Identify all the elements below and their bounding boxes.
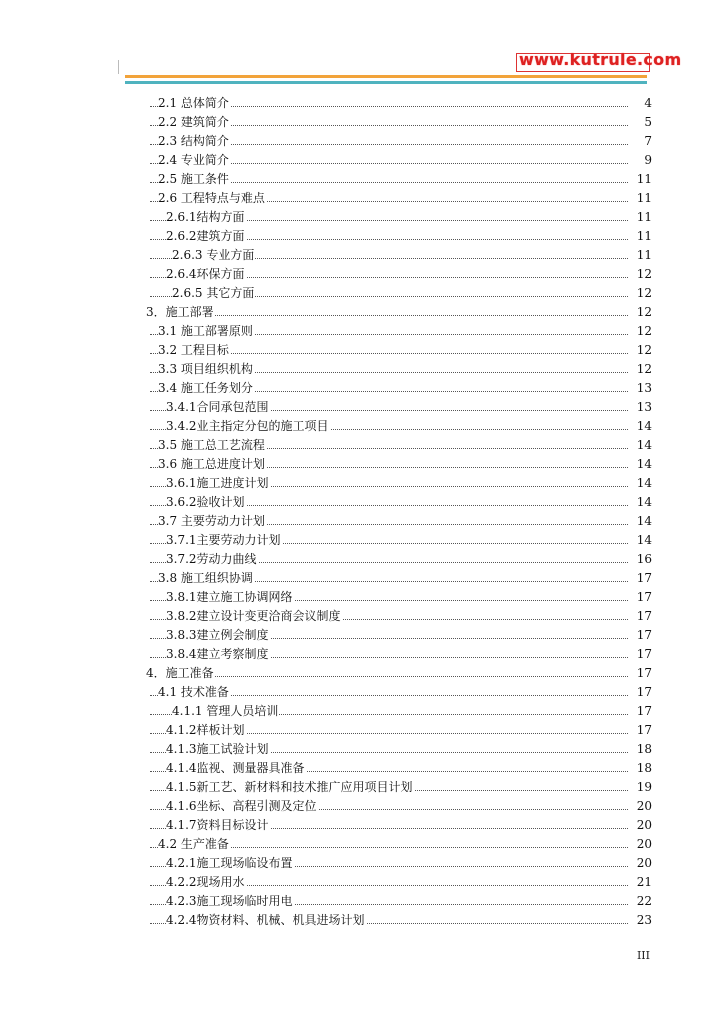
- toc-entry-title: 4.1.2样板计划: [166, 721, 246, 740]
- toc-entry-title: 4.1.4监视、测量器具准备: [166, 759, 306, 778]
- header-rule-teal: [125, 81, 647, 84]
- toc-entry[interactable]: [0, 797, 724, 816]
- toc-entry-title: 4.1.3施工试验计划: [166, 740, 270, 759]
- toc-entry-title: 2.6.3 专业方面: [172, 246, 255, 265]
- toc-entry-page: 5: [644, 115, 652, 129]
- toc-entry-page: 11: [636, 210, 652, 224]
- toc-entry[interactable]: [0, 892, 724, 911]
- toc-entry-page: 22: [636, 894, 652, 908]
- logo-text: www.kutrule.com: [519, 50, 682, 69]
- header-rule-orange: [125, 75, 647, 78]
- website-logo-badge: [516, 50, 682, 72]
- toc-entry-title: 3.6.1施工进度计划: [166, 474, 270, 493]
- toc-entry-page: 14: [636, 495, 652, 509]
- toc-entry-title: 4.2.3施工现场临时用电: [166, 892, 294, 911]
- toc-entry-title: 2.6.1结构方面: [166, 208, 246, 227]
- toc-leader-dots: [150, 315, 628, 316]
- toc-entry-page: 17: [636, 571, 652, 585]
- toc-entry-page: 13: [636, 381, 652, 395]
- toc-entry-page: 12: [636, 267, 652, 281]
- toc-entry-title: 3.8.2建立设计变更洽商会议制度: [166, 607, 342, 626]
- toc-entry-page: 11: [636, 248, 652, 262]
- toc-entry-page: 12: [636, 343, 652, 357]
- toc-entry[interactable]: [0, 816, 724, 835]
- toc-entry-page: 14: [636, 533, 652, 547]
- toc-entry-title: 4．施工准备: [146, 664, 215, 683]
- toc-entry-page: 12: [636, 362, 652, 376]
- toc-entry[interactable]: [0, 474, 724, 493]
- toc-entry-page: 17: [636, 685, 652, 699]
- toc-entry-page: 16: [636, 552, 652, 566]
- toc-entry[interactable]: [0, 189, 724, 208]
- toc-entry[interactable]: [0, 721, 724, 740]
- toc-entry[interactable]: [0, 512, 724, 531]
- toc-entry[interactable]: [0, 740, 724, 759]
- toc-entry[interactable]: [0, 759, 724, 778]
- toc-entry-page: 18: [636, 761, 652, 775]
- toc-entry-title: 3.8.3建立例会制度: [166, 626, 270, 645]
- toc-entry[interactable]: [0, 911, 724, 930]
- toc-entry[interactable]: [0, 607, 724, 626]
- toc-entry-page: 17: [636, 704, 652, 718]
- toc-entry-title: 2.6.4环保方面: [166, 265, 246, 284]
- toc-entry-title: 3.2 工程目标: [158, 341, 230, 360]
- toc-entry-page: 21: [636, 875, 652, 889]
- toc-entry-page: 20: [636, 837, 652, 851]
- toc-entry-title: 4.1 技术准备: [158, 683, 230, 702]
- toc-entry-title: 3.1 施工部署原则: [158, 322, 254, 341]
- toc-entry[interactable]: [0, 702, 724, 721]
- toc-entry-title: 4.2.1施工现场临设布置: [166, 854, 294, 873]
- toc-entry[interactable]: [0, 360, 724, 379]
- toc-entry-title: 4.1.5新工艺、新材料和技术推广应用项目计划: [166, 778, 414, 797]
- toc-entry[interactable]: [0, 626, 724, 645]
- toc-entry-page: 17: [636, 609, 652, 623]
- toc-entry-page: 14: [636, 419, 652, 433]
- toc-entry[interactable]: [0, 588, 724, 607]
- toc-entry-page: 4: [644, 96, 652, 110]
- toc-entry[interactable]: [0, 455, 724, 474]
- toc-entry-page: 9: [644, 153, 652, 167]
- toc-entry-page: 20: [636, 818, 652, 832]
- toc-entry[interactable]: [0, 436, 724, 455]
- toc-entry-title: 3.8 施工组织协调: [158, 569, 254, 588]
- toc-entry-title: 2.4 专业简介: [158, 151, 230, 170]
- toc-entry[interactable]: [0, 417, 724, 436]
- toc-entry-title: 2.6 工程特点与难点: [158, 189, 266, 208]
- toc-entry-title: 3.6 施工总进度计划: [158, 455, 266, 474]
- toc-entry-page: 19: [636, 780, 652, 794]
- table-of-contents: [0, 94, 724, 930]
- toc-entry[interactable]: [0, 854, 724, 873]
- toc-entry[interactable]: [0, 645, 724, 664]
- toc-entry[interactable]: [0, 531, 724, 550]
- toc-entry-page: 14: [636, 438, 652, 452]
- toc-entry-title: 3.4.2业主指定分包的施工项目: [166, 417, 330, 436]
- toc-entry-page: 11: [636, 172, 652, 186]
- toc-entry-page: 17: [636, 723, 652, 737]
- toc-entry[interactable]: [0, 683, 724, 702]
- toc-entry-page: 17: [636, 628, 652, 642]
- toc-entry[interactable]: [0, 493, 724, 512]
- toc-entry-page: 12: [636, 324, 652, 338]
- toc-entry-page: 20: [636, 856, 652, 870]
- toc-entry-page: 12: [636, 305, 652, 319]
- toc-entry-page: 20: [636, 799, 652, 813]
- toc-entry[interactable]: [0, 265, 724, 284]
- toc-entry-title: 3.4 施工任务划分: [158, 379, 254, 398]
- toc-entry[interactable]: [0, 208, 724, 227]
- toc-entry[interactable]: [0, 94, 724, 113]
- toc-entry-title: 3.8.1建立施工协调网络: [166, 588, 294, 607]
- toc-entry[interactable]: [0, 664, 724, 683]
- toc-entry-page: 17: [636, 590, 652, 604]
- toc-entry[interactable]: [0, 132, 724, 151]
- toc-entry[interactable]: [0, 569, 724, 588]
- toc-entry-title: 3.3 项目组织机构: [158, 360, 254, 379]
- toc-entry[interactable]: [0, 322, 724, 341]
- toc-entry-title: 3.4.1合同承包范围: [166, 398, 270, 417]
- toc-entry-title: 3.6.2验收计划: [166, 493, 246, 512]
- toc-entry-title: 4.1.7资料目标设计: [166, 816, 270, 835]
- toc-entry-title: 3.5 施工总工艺流程: [158, 436, 266, 455]
- toc-entry[interactable]: [0, 246, 724, 265]
- toc-entry-title: 4.2.4物资材料、机械、机具进场计划: [166, 911, 366, 930]
- toc-entry-title: 4.2 生产准备: [158, 835, 230, 854]
- toc-entry-title: 2.5 施工条件: [158, 170, 230, 189]
- toc-entry-page: 18: [636, 742, 652, 756]
- toc-entry-title: 2.6.2建筑方面: [166, 227, 246, 246]
- toc-entry-title: 3.7 主要劳动力计划: [158, 512, 266, 531]
- toc-entry-title: 3.7.2劳动力曲线: [166, 550, 258, 569]
- toc-entry[interactable]: [0, 550, 724, 569]
- toc-entry-page: 13: [636, 400, 652, 414]
- toc-entry-title: 4.1.1 管理人员培训: [172, 702, 279, 721]
- toc-entry-page: 17: [636, 666, 652, 680]
- toc-entry-title: 4.2.2现场用水: [166, 873, 246, 892]
- toc-entry[interactable]: [0, 341, 724, 360]
- toc-entry-title: 2.1 总体简介: [158, 94, 230, 113]
- toc-entry[interactable]: [0, 227, 724, 246]
- toc-entry-page: 23: [636, 913, 652, 927]
- page-number: III: [636, 949, 650, 962]
- toc-entry[interactable]: [0, 398, 724, 417]
- toc-entry-title: 3．施工部署: [146, 303, 215, 322]
- toc-entry-title: 3.7.1主要劳动力计划: [166, 531, 282, 550]
- toc-entry-page: 14: [636, 514, 652, 528]
- toc-entry-page: 14: [636, 476, 652, 490]
- toc-entry-title: 4.1.6坐标、高程引测及定位: [166, 797, 318, 816]
- toc-entry[interactable]: [0, 284, 724, 303]
- toc-leader-dots: [150, 676, 628, 677]
- toc-entry-page: 17: [636, 647, 652, 661]
- toc-entry-title: 2.2 建筑简介: [158, 113, 230, 132]
- toc-entry-title: 3.8.4建立考察制度: [166, 645, 270, 664]
- toc-entry[interactable]: [0, 303, 724, 322]
- toc-entry[interactable]: [0, 873, 724, 892]
- page-header: [0, 0, 724, 90]
- toc-entry-page: 7: [644, 134, 652, 148]
- toc-entry[interactable]: [0, 151, 724, 170]
- toc-entry[interactable]: [0, 379, 724, 398]
- toc-entry-page: 11: [636, 191, 652, 205]
- toc-entry-page: 12: [636, 286, 652, 300]
- toc-entry[interactable]: [0, 835, 724, 854]
- toc-entry[interactable]: [0, 170, 724, 189]
- toc-entry-page: 14: [636, 457, 652, 471]
- header-tick-mark: [118, 60, 119, 74]
- toc-entry-title: 2.6.5 其它方面: [172, 284, 255, 303]
- toc-entry[interactable]: [0, 778, 724, 797]
- toc-entry[interactable]: [0, 113, 724, 132]
- toc-entry-page: 11: [636, 229, 652, 243]
- toc-entry-title: 2.3 结构简介: [158, 132, 230, 151]
